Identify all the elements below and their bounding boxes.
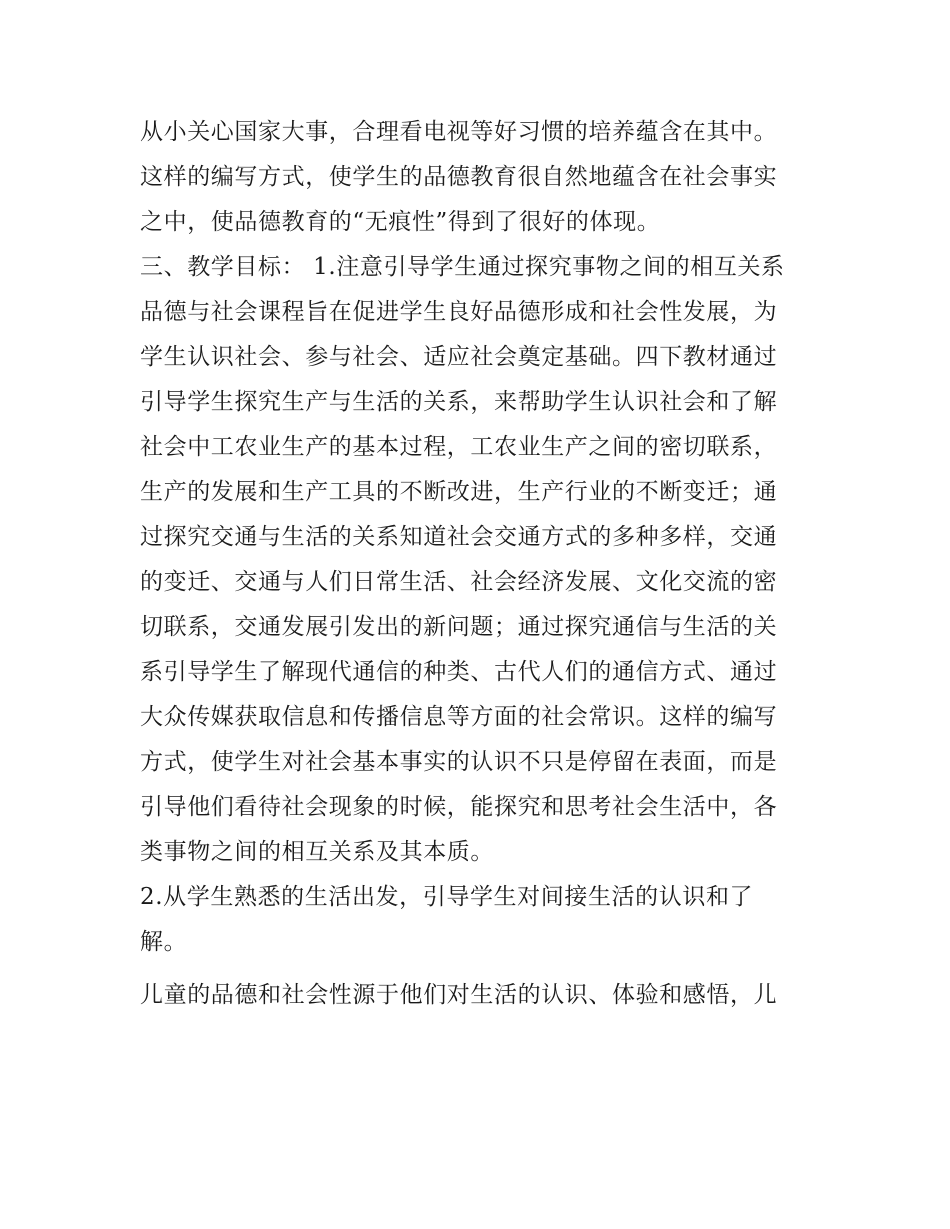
section-heading-line: 三、教学目标： 1.注意引导学生通过探究事物之间的相互关系 — [140, 254, 785, 280]
text-line: 系引导学生了解现代通信的种类、古代人们的通信方式、通过 — [140, 659, 778, 685]
document-body — [140, 110, 820, 1018]
text-line: 引导他们看待社会现象的时候，能探究和思考社会生活中，各 — [140, 794, 778, 820]
text-line: 生产的发展和生产工具的不断改进，生产行业的不断变迁；通 — [140, 479, 778, 505]
text-line: 之中，使品德教育的“无痕性”得到了很好的体现。 — [140, 209, 661, 235]
text-line: 引导学生探究生产与生活的关系，来帮助学生认识社会和了解 — [140, 389, 778, 415]
text-line: 过探究交通与生活的关系知道社会交通方式的多种多样，交通 — [140, 524, 778, 550]
text-line: 这样的编写方式，使学生的品德教育很自然地蕴含在社会事实 — [140, 164, 778, 190]
text-line: 学生认识社会、参与社会、适应社会奠定基础。四下教材通过 — [140, 344, 778, 370]
text-line: 大众传媒获取信息和传播信息等方面的社会常识。这样的编写 — [140, 704, 778, 730]
text-line: 的变迁、交通与人们日常生活、社会经济发展、文化交流的密 — [140, 569, 778, 595]
text-line: 品德与社会课程旨在促进学生良好品德形成和社会性发展，为 — [140, 299, 778, 325]
numbered-item-line: 2.从学生熟悉的生活出发，引导学生对间接生活的认识和了 — [140, 884, 754, 910]
text-line: 社会中工农业生产的基本过程，工农业生产之间的密切联系， — [140, 434, 778, 460]
text-line: 切联系，交通发展引发出的新问题；通过探究通信与生活的关 — [140, 614, 778, 640]
text-line: 方式，使学生对社会基本事实的认识不只是停留在表面，而是 — [140, 749, 778, 775]
text-line: 儿童的品德和社会性源于他们对生活的认识、体验和感悟，儿 — [140, 982, 778, 1008]
text-line: 类事物之间的相互关系及其本质。 — [140, 839, 494, 865]
text-line: 解。 — [140, 929, 188, 955]
text-line: 从小关心国家大事，合理看电视等好习惯的培养蕴含在其中。 — [140, 119, 778, 145]
